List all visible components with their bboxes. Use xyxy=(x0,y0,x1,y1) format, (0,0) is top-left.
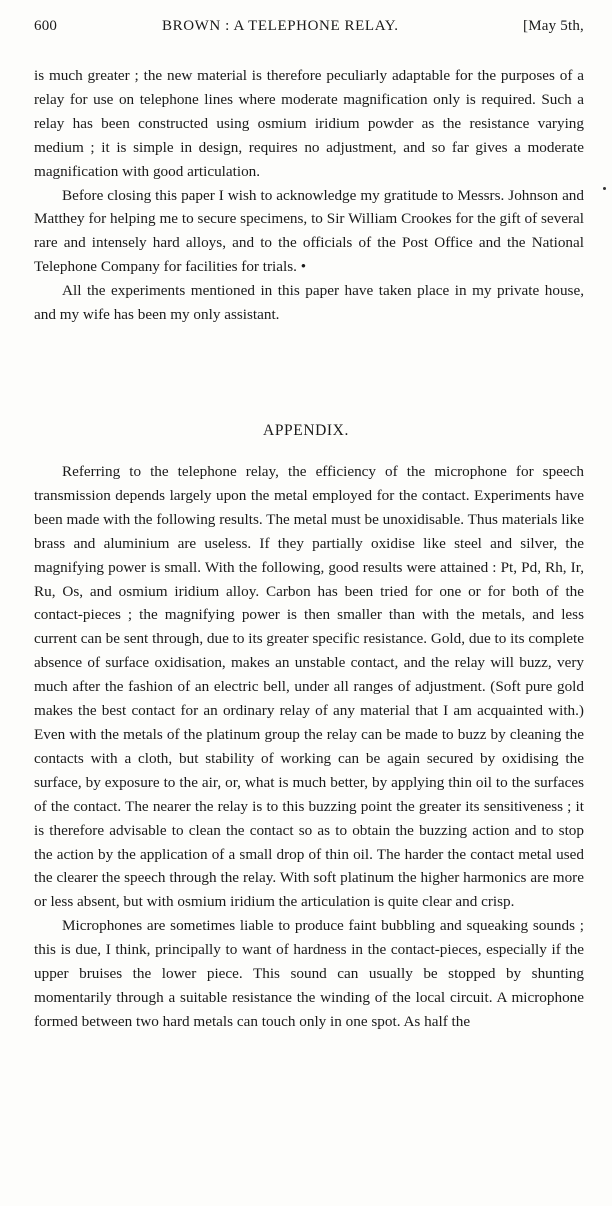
appendix-heading: APPENDIX. xyxy=(263,422,349,439)
paragraph: Before closing this paper I wish to acknowledge my gratitude to Messrs. Johnson and Matthey for helping me to secure specimens, to Sir William Crookes for the gift of several rare and intensely hard alloys, and to the officials of the Post Office and the National Telephone Company for facilities for trials. • xyxy=(34,186,584,276)
stray-mark xyxy=(603,187,606,190)
paragraph: is much greater ; the new material is therefore peculiarly adaptable for the purposes of a relay for use on telephone lines where moderate magnification only is required. Such a relay has been constructed using osmium iridium powder as the resistance varying medium ; it is simple in design, requires no adjustment, and so far gives a moderate magnification with good articulation. xyxy=(34,67,584,180)
page-number: 600 xyxy=(34,18,58,34)
paragraph: Microphones are sometimes liable to produce faint bubbling and squeaking sounds ; this is due, I think, principally to want of hardness in the contact-pieces, especially if the upper bruises the lower piece. This sound can usually be stopped by shunting momentarily through a suitable resistance the winding of the local circuit. A microphone formed between two hard metals can touch only in one spot. As half the xyxy=(34,917,584,1030)
running-header xyxy=(34,18,584,40)
paragraph: All the experiments mentioned in this paper have taken place in my private house, and my wife has been my only assistant. xyxy=(34,282,584,324)
paragraph: Referring to the telephone relay, the efficiency of the microphone for speech transmission depends largely upon the metal employed for the contact. Experiments have been made with the following results. The metal must be unoxidisable. Thus materials like brass and aluminium are useless. If they partially oxidise like steel and silver, the magnifying power is small. With the following, good results were attained : Pt, Pd, Rh, Ir, Ru, Os, and osmium iridium alloy. Carbon has been tried for one or for both of the contact-pieces ; the magnifying power is then smaller than with the metals, and less current can be sent through, due to its greater specific resistance. Gold, due to its complete absence of surface oxidisation, makes an unstable contact, and the relay will buzz, very much after the fashion of an electric bell, under all ranges of adjustment. (Soft pure gold makes the best contact for an ordinary relay of any material that I am acquainted with.) Even with the metals of the platinum group the relay can be made to buzz by cleaning the contacts with a cloth, but stability of working can be again secured by oxidising the surface, by exposure to the air, or, what is much better, by applying thin oil to the surfaces of the contact. The nearer the relay is to this buzzing point the greater its sensitiveness ; it is therefore advisable to clean the contact so as to obtain the buzzing action and to stop the action by the application of a small drop of thin oil. The harder the contact metal used the clearer the speech through the relay. With soft platinum the higher harmonics are more or less absent, but with osmium iridium the articulation is quite clear and crisp. xyxy=(34,463,584,911)
appendix-body xyxy=(34,460,584,1034)
running-title: BROWN : A TELEPHONE RELAY. xyxy=(162,18,399,34)
body-text-top xyxy=(34,64,584,327)
running-date: [May 5th, xyxy=(523,18,584,34)
